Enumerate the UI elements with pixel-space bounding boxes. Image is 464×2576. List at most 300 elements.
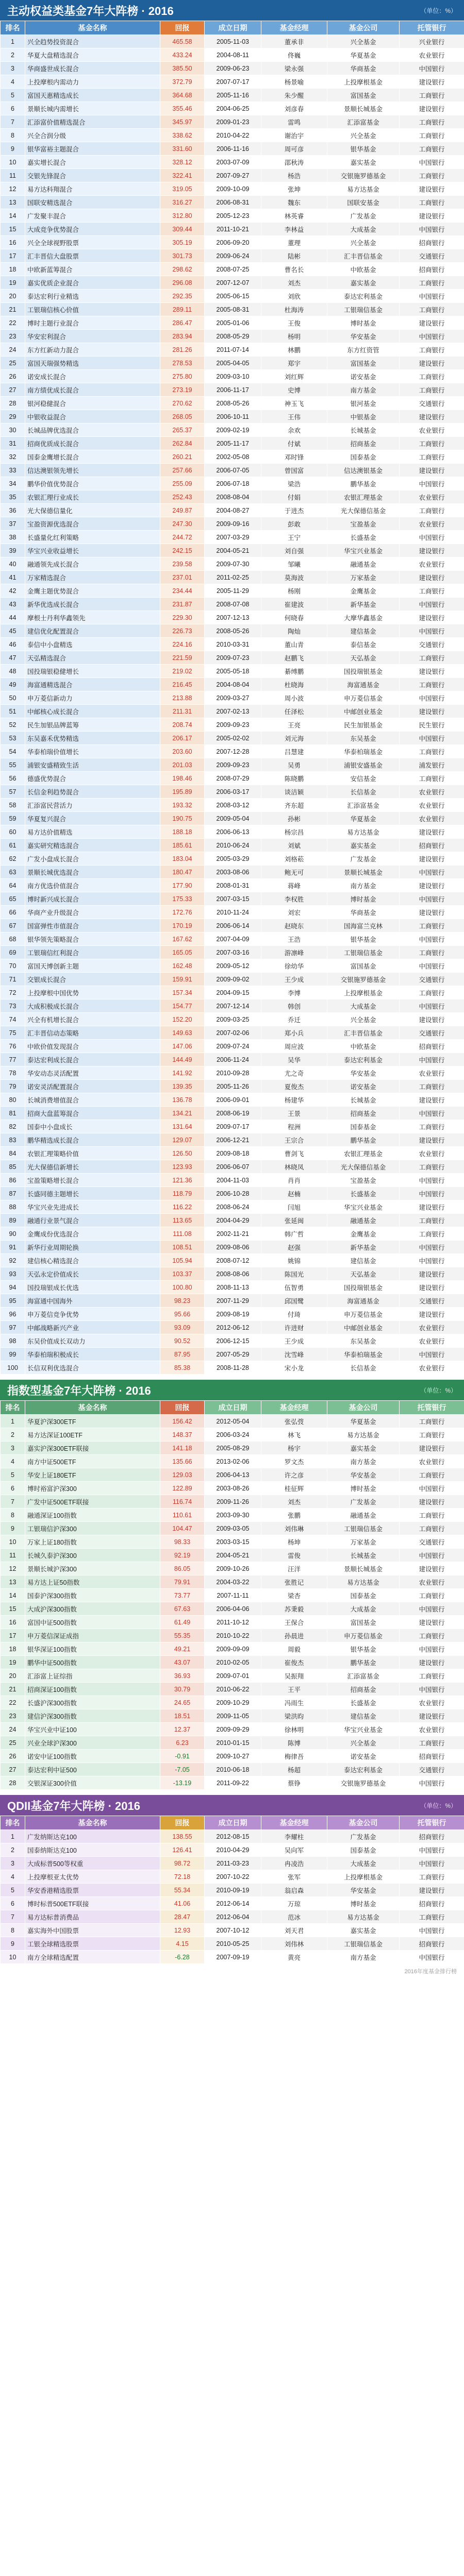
table-row xyxy=(1,464,464,477)
company-cell: 国泰基金 xyxy=(327,1120,400,1133)
custodian-cell: 农业银行 xyxy=(400,1361,464,1375)
rank-cell: 23 xyxy=(1,1709,25,1723)
inception-date-cell: 2010-06-24 xyxy=(205,839,261,852)
manager-cell: 吴向军 xyxy=(261,1843,327,1857)
manager-cell: 林晓凤 xyxy=(261,1160,327,1174)
rank-cell: 38 xyxy=(1,531,25,544)
rank-cell: 63 xyxy=(1,866,25,879)
rank-cell: 90 xyxy=(1,1227,25,1241)
inception-date-cell: 2007-07-17 xyxy=(205,75,261,89)
inception-date-cell: 2008-08-04 xyxy=(205,490,261,504)
custodian-cell: 工商银行 xyxy=(400,142,464,156)
company-cell: 长信基金 xyxy=(327,1361,400,1375)
custodian-cell: 工商银行 xyxy=(400,1428,464,1442)
inception-date-cell: 2008-05-26 xyxy=(205,397,261,410)
return-cell: 433.24 xyxy=(160,48,205,62)
manager-cell: 许进财 xyxy=(261,1321,327,1334)
column-header: 排名 xyxy=(1,1401,25,1415)
table-row xyxy=(1,1683,464,1696)
company-cell: 浦银安盛基金 xyxy=(327,758,400,772)
company-cell: 工银瑞信基金 xyxy=(327,1522,400,1535)
table-row xyxy=(1,598,464,611)
inception-date-cell: 2006-09-01 xyxy=(205,1093,261,1107)
custodian-cell: 兴业银行 xyxy=(400,35,464,48)
fund-name-cell: 工银全球精选股票 xyxy=(25,1937,160,1951)
manager-cell: 杨景喻 xyxy=(261,75,327,89)
return-cell: 79.91 xyxy=(160,1575,205,1589)
company-cell: 万家基金 xyxy=(327,1535,400,1549)
custodian-cell: 交通银行 xyxy=(400,249,464,263)
table-row xyxy=(1,785,464,799)
fund-name-cell: 华夏复兴混合 xyxy=(25,812,160,825)
table-row xyxy=(1,156,464,169)
manager-cell: 罗文杰 xyxy=(261,1455,327,1468)
table-row xyxy=(1,410,464,423)
inception-date-cell: 2006-04-06 xyxy=(205,1602,261,1616)
custodian-cell: 中国银行 xyxy=(400,624,464,638)
rank-cell: 4 xyxy=(1,75,25,89)
fund-name-cell: 汇添富民营活力 xyxy=(25,799,160,812)
rank-cell: 18 xyxy=(1,263,25,276)
inception-date-cell: 2005-08-29 xyxy=(205,1442,261,1455)
table-row xyxy=(1,1602,464,1616)
manager-cell: 邓时锋 xyxy=(261,450,327,464)
return-cell: 170.19 xyxy=(160,919,205,933)
rank-cell: 94 xyxy=(1,1281,25,1294)
company-cell: 建信基金 xyxy=(327,1254,400,1267)
return-cell: 36.93 xyxy=(160,1669,205,1683)
table-row xyxy=(1,102,464,115)
company-cell: 建信基金 xyxy=(327,624,400,638)
fund-name-cell: 融通深证100指数 xyxy=(25,1509,160,1522)
custodian-cell: 工商银行 xyxy=(400,343,464,357)
inception-date-cell: 2005-03-29 xyxy=(205,852,261,866)
inception-date-cell: 2009-09-02 xyxy=(205,973,261,986)
fund-name-cell: 长信双利优选混合 xyxy=(25,1361,160,1375)
inception-date-cell: 2008-07-08 xyxy=(205,598,261,611)
inception-date-cell: 2005-11-03 xyxy=(205,35,261,48)
table-row xyxy=(1,973,464,986)
rank-cell: 8 xyxy=(1,129,25,142)
manager-cell: 杜晓海 xyxy=(261,678,327,691)
inception-date-cell: 2005-12-23 xyxy=(205,209,261,223)
inception-date-cell: 2008-07-25 xyxy=(205,263,261,276)
inception-date-cell: 2005-11-26 xyxy=(205,1080,261,1093)
company-cell: 中银基金 xyxy=(327,410,400,423)
table-row xyxy=(1,490,464,504)
custodian-cell: 建设银行 xyxy=(400,852,464,866)
return-cell: 249.87 xyxy=(160,504,205,517)
rank-cell: 84 xyxy=(1,1147,25,1160)
company-cell: 申万菱信基金 xyxy=(327,1308,400,1321)
rank-cell: 78 xyxy=(1,1066,25,1080)
rank-cell: 14 xyxy=(1,209,25,223)
return-cell: 147.06 xyxy=(160,1040,205,1053)
return-cell: 18.51 xyxy=(160,1709,205,1723)
manager-cell: 刘杰 xyxy=(261,276,327,290)
inception-date-cell: 2010-01-15 xyxy=(205,1736,261,1750)
return-cell: 289.11 xyxy=(160,303,205,316)
manager-cell: 鲍无可 xyxy=(261,866,327,879)
manager-cell: 神玉飞 xyxy=(261,397,327,410)
company-cell: 东吴基金 xyxy=(327,1334,400,1348)
inception-date-cell: 2006-10-11 xyxy=(205,410,261,423)
custodian-cell: 交通银行 xyxy=(400,1535,464,1549)
rank-cell: 93 xyxy=(1,1267,25,1281)
fund-name-cell: 华安上证180ETF xyxy=(25,1468,160,1482)
rank-cell: 9 xyxy=(1,1937,25,1951)
return-cell: 167.62 xyxy=(160,933,205,946)
fund-name-cell: 南方全球精选配置 xyxy=(25,1951,160,1964)
section-title: 主动权益类基金7年大阵榜 · 2016 xyxy=(7,4,174,18)
inception-date-cell: 2004-08-04 xyxy=(205,678,261,691)
company-cell: 汇添富基金 xyxy=(327,115,400,129)
company-cell: 融通基金 xyxy=(327,557,400,571)
manager-cell: 刘格菘 xyxy=(261,852,327,866)
return-cell: 278.53 xyxy=(160,357,205,370)
return-cell: 328.12 xyxy=(160,156,205,169)
table-row xyxy=(1,1723,464,1736)
table-row xyxy=(1,1321,464,1334)
manager-cell: 徐幼华 xyxy=(261,959,327,973)
company-cell: 南方基金 xyxy=(327,879,400,892)
return-cell: 111.08 xyxy=(160,1227,205,1241)
manager-cell: 陶灿 xyxy=(261,624,327,638)
table-row xyxy=(1,544,464,557)
fund-name-cell: 上投摩根中国优势 xyxy=(25,986,160,999)
custodian-cell: 建设银行 xyxy=(400,906,464,919)
custodian-cell: 工商银行 xyxy=(400,89,464,102)
rank-cell: 30 xyxy=(1,423,25,437)
table-row xyxy=(1,196,464,209)
manager-cell: 夏俊杰 xyxy=(261,1080,327,1093)
fund-name-cell: 中银收益混合 xyxy=(25,410,160,423)
rank-cell: 72 xyxy=(1,986,25,999)
rank-cell: 69 xyxy=(1,946,25,959)
company-cell: 鹏华基金 xyxy=(327,1656,400,1669)
fund-name-cell: 博时主题行业混合 xyxy=(25,316,160,330)
manager-cell: 冯雨生 xyxy=(261,1696,327,1709)
fund-name-cell: 易方达科翔混合 xyxy=(25,182,160,196)
spacer xyxy=(0,1375,464,1380)
company-cell: 大成基金 xyxy=(327,1602,400,1616)
manager-cell: 曹名长 xyxy=(261,263,327,276)
manager-cell: 林英睿 xyxy=(261,209,327,223)
table-row xyxy=(1,946,464,959)
company-cell: 泰信基金 xyxy=(327,638,400,651)
rank-cell: 13 xyxy=(1,1575,25,1589)
rank-cell: 35 xyxy=(1,490,25,504)
fund-name-cell: 中欧价值发现混合 xyxy=(25,1040,160,1053)
manager-cell: 李林益 xyxy=(261,223,327,236)
manager-cell: 梁永强 xyxy=(261,62,327,75)
column-header: 回报 xyxy=(160,21,205,35)
inception-date-cell: 2009-09-23 xyxy=(205,718,261,732)
custodian-cell: 工商银行 xyxy=(400,1415,464,1428)
table-header-row xyxy=(1,1816,464,1830)
fund-name-cell: 东吴嘉禾优势精选 xyxy=(25,732,160,745)
company-cell: 天弘基金 xyxy=(327,651,400,665)
rank-cell: 3 xyxy=(1,1857,25,1870)
company-cell: 华安基金 xyxy=(327,1884,400,1897)
manager-cell: 万琼 xyxy=(261,1897,327,1910)
rank-cell: 16 xyxy=(1,236,25,249)
company-cell: 交银施罗德基金 xyxy=(327,973,400,986)
rank-cell: 52 xyxy=(1,718,25,732)
return-cell: 61.49 xyxy=(160,1616,205,1629)
custodian-cell: 中国银行 xyxy=(400,933,464,946)
company-cell: 工银瑞信基金 xyxy=(327,1937,400,1951)
custodian-cell: 交通银行 xyxy=(400,1026,464,1040)
rank-cell: 51 xyxy=(1,705,25,718)
custodian-cell: 建设银行 xyxy=(400,357,464,370)
manager-cell: 韩广哲 xyxy=(261,1227,327,1241)
table-row xyxy=(1,182,464,196)
table-row xyxy=(1,732,464,745)
inception-date-cell: 2008-07-12 xyxy=(205,1254,261,1267)
inception-date-cell: 2006-12-21 xyxy=(205,1133,261,1147)
manager-cell: 吴华 xyxy=(261,1053,327,1066)
inception-date-cell: 2009-07-24 xyxy=(205,1040,261,1053)
table-row xyxy=(1,1040,464,1053)
table-row xyxy=(1,1843,464,1857)
company-cell: 申万菱信基金 xyxy=(327,1629,400,1642)
custodian-cell: 中国银行 xyxy=(400,477,464,490)
rank-cell: 12 xyxy=(1,1562,25,1575)
rank-cell: 74 xyxy=(1,1013,25,1026)
return-cell: 372.79 xyxy=(160,75,205,89)
fund-name-cell: 嘉实海外中国股票 xyxy=(25,1924,160,1937)
column-header: 成立日期 xyxy=(205,1401,261,1415)
fund-name-cell: 易方达价值精选 xyxy=(25,825,160,839)
custodian-cell: 工商银行 xyxy=(400,169,464,182)
table-row xyxy=(1,1160,464,1174)
fund-name-cell: 汇添富上证综指 xyxy=(25,1669,160,1683)
rank-cell: 6 xyxy=(1,102,25,115)
return-cell: 312.80 xyxy=(160,209,205,223)
custodian-cell: 工商银行 xyxy=(400,1120,464,1133)
company-cell: 诺安基金 xyxy=(327,370,400,383)
fund-name-cell: 嘉实研究精选混合 xyxy=(25,839,160,852)
return-cell: 131.64 xyxy=(160,1120,205,1133)
return-cell: 72.18 xyxy=(160,1870,205,1884)
return-cell: 154.77 xyxy=(160,999,205,1013)
manager-cell: 邹曦 xyxy=(261,557,327,571)
fund-name-cell: 华安香港精选股票 xyxy=(25,1884,160,1897)
rank-cell: 14 xyxy=(1,1589,25,1602)
rank-cell: 58 xyxy=(1,799,25,812)
manager-cell: 莫海波 xyxy=(261,571,327,584)
inception-date-cell: 2012-06-14 xyxy=(205,1897,261,1910)
return-cell: 273.19 xyxy=(160,383,205,397)
table-row xyxy=(1,48,464,62)
manager-cell: 刘宏 xyxy=(261,906,327,919)
rank-cell: 19 xyxy=(1,276,25,290)
rank-cell: 27 xyxy=(1,1763,25,1776)
company-cell: 鹏华基金 xyxy=(327,477,400,490)
return-cell: 90.52 xyxy=(160,1334,205,1348)
rank-cell: 22 xyxy=(1,316,25,330)
fund-name-cell: 长信金利趋势混合 xyxy=(25,785,160,799)
manager-cell: 谢治宇 xyxy=(261,129,327,142)
fund-name-cell: 南方绩优成长混合 xyxy=(25,383,160,397)
column-header: 托管银行 xyxy=(400,1816,464,1830)
return-cell: 260.21 xyxy=(160,450,205,464)
manager-cell: 刘欣 xyxy=(261,290,327,303)
fund-name-cell: 银华领先策略混合 xyxy=(25,933,160,946)
manager-cell: 张鹏 xyxy=(261,1509,327,1522)
manager-cell: 陈国光 xyxy=(261,1267,327,1281)
table-row xyxy=(1,1897,464,1910)
fund-name-cell: 诺安灵活配置混合 xyxy=(25,1080,160,1093)
company-cell: 景顺长城基金 xyxy=(327,102,400,115)
company-cell: 广发基金 xyxy=(327,852,400,866)
rank-cell: 17 xyxy=(1,1629,25,1642)
table-row xyxy=(1,1951,464,1964)
inception-date-cell: 2005-05-18 xyxy=(205,665,261,678)
table-row xyxy=(1,812,464,825)
manager-cell: 游凛峰 xyxy=(261,946,327,959)
inception-date-cell: 2010-04-22 xyxy=(205,129,261,142)
rank-cell: 3 xyxy=(1,62,25,75)
manager-cell: 王伟 xyxy=(261,410,327,423)
company-cell: 嘉实基金 xyxy=(327,156,400,169)
inception-date-cell: 2009-09-16 xyxy=(205,517,261,531)
rank-cell: 45 xyxy=(1,624,25,638)
rank-cell: 24 xyxy=(1,343,25,357)
fund-name-cell: 大成标普500等权重 xyxy=(25,1857,160,1870)
table-row xyxy=(1,611,464,624)
company-cell: 景顺长城基金 xyxy=(327,1562,400,1575)
inception-date-cell: 2004-06-25 xyxy=(205,102,261,115)
rank-cell: 67 xyxy=(1,919,25,933)
inception-date-cell: 2010-02-05 xyxy=(205,1656,261,1669)
custodian-cell: 招商银行 xyxy=(400,236,464,249)
fund-name-cell: 博时标普500ETF联接 xyxy=(25,1897,160,1910)
table-row xyxy=(1,263,464,276)
company-cell: 华安基金 xyxy=(327,1066,400,1080)
manager-cell: 刘杰 xyxy=(261,1495,327,1509)
rank-cell: 11 xyxy=(1,169,25,182)
inception-date-cell: 2006-06-07 xyxy=(205,1160,261,1174)
custodian-cell: 工商银行 xyxy=(400,303,464,316)
company-cell: 南方基金 xyxy=(327,1455,400,1468)
fund-name-cell: 嘉实沪深300ETF联接 xyxy=(25,1442,160,1455)
company-cell: 诺安基金 xyxy=(327,1750,400,1763)
company-cell: 国投瑞银基金 xyxy=(327,665,400,678)
inception-date-cell: 2009-09-29 xyxy=(205,1723,261,1736)
rank-cell: 40 xyxy=(1,557,25,571)
manager-cell: 杨建华 xyxy=(261,1093,327,1107)
inception-date-cell: 2010-05-25 xyxy=(205,1937,261,1951)
return-cell: 144.49 xyxy=(160,1053,205,1066)
manager-cell: 雷鸣 xyxy=(261,115,327,129)
table-row xyxy=(1,624,464,638)
table-row xyxy=(1,290,464,303)
inception-date-cell: 2009-08-18 xyxy=(205,1147,261,1160)
return-cell: 283.94 xyxy=(160,330,205,343)
table-row xyxy=(1,691,464,705)
inception-date-cell: 2003-07-09 xyxy=(205,156,261,169)
inception-date-cell: 2005-08-31 xyxy=(205,303,261,316)
inception-date-cell: 2009-05-12 xyxy=(205,959,261,973)
return-cell: 286.47 xyxy=(160,316,205,330)
custodian-cell: 建设银行 xyxy=(400,1616,464,1629)
rank-cell: 9 xyxy=(1,1522,25,1535)
company-cell: 海富通基金 xyxy=(327,678,400,691)
inception-date-cell: 2008-08-06 xyxy=(205,1267,261,1281)
inception-date-cell: 2002-11-21 xyxy=(205,1227,261,1241)
table-row xyxy=(1,1884,464,1897)
fund-name-cell: 富国天瑞强势精选 xyxy=(25,357,160,370)
company-cell: 泰达宏利基金 xyxy=(327,290,400,303)
table-row xyxy=(1,1616,464,1629)
custodian-cell: 农业银行 xyxy=(400,1723,464,1736)
table-row xyxy=(1,1013,464,1026)
manager-cell: 王少成 xyxy=(261,1334,327,1348)
inception-date-cell: 2009-07-23 xyxy=(205,651,261,665)
inception-date-cell: 2003-03-15 xyxy=(205,1535,261,1549)
rank-cell: 5 xyxy=(1,1884,25,1897)
custodian-cell: 建设银行 xyxy=(400,1656,464,1669)
column-header: 基金名称 xyxy=(25,1816,160,1830)
inception-date-cell: 2007-02-06 xyxy=(205,1026,261,1040)
table-row xyxy=(1,1120,464,1133)
inception-date-cell: 2013-02-06 xyxy=(205,1455,261,1468)
fund-name-cell: 嘉实增长混合 xyxy=(25,156,160,169)
rank-cell: 5 xyxy=(1,1468,25,1482)
custodian-cell: 工商银行 xyxy=(400,1910,464,1924)
return-cell: 188.18 xyxy=(160,825,205,839)
custodian-cell: 建设银行 xyxy=(400,1495,464,1509)
fund-name-cell: 天弘精选混合 xyxy=(25,651,160,665)
custodian-cell: 中国银行 xyxy=(400,1776,464,1790)
return-cell: 156.42 xyxy=(160,1415,205,1428)
inception-date-cell: 2011-02-25 xyxy=(205,571,261,584)
return-cell: 110.61 xyxy=(160,1509,205,1522)
table-row xyxy=(1,1107,464,1120)
manager-cell: 梁杏 xyxy=(261,1589,327,1602)
rank-cell: 79 xyxy=(1,1080,25,1093)
company-cell: 鹏华基金 xyxy=(327,1133,400,1147)
inception-date-cell: 2004-11-03 xyxy=(205,1174,261,1187)
return-cell: 268.05 xyxy=(160,410,205,423)
table-row xyxy=(1,933,464,946)
table-row xyxy=(1,357,464,370)
company-cell: 银河基金 xyxy=(327,397,400,410)
fund-name-cell: 上投摩根内需动力 xyxy=(25,75,160,89)
manager-cell: 徐林明 xyxy=(261,1723,327,1736)
inception-date-cell: 2004-03-22 xyxy=(205,1575,261,1589)
table-row xyxy=(1,437,464,450)
fund-name-cell: 建信优化配置混合 xyxy=(25,624,160,638)
manager-cell: 冉凌浩 xyxy=(261,1857,327,1870)
fund-name-cell: 易方达深证100ETF xyxy=(25,1428,160,1442)
table-row xyxy=(1,383,464,397)
company-cell: 嘉实基金 xyxy=(327,276,400,290)
company-cell: 华宝兴业基金 xyxy=(327,544,400,557)
custodian-cell: 工商银行 xyxy=(400,437,464,450)
company-cell: 富国基金 xyxy=(327,89,400,102)
table-row xyxy=(1,1736,464,1750)
fund-name-cell: 广发纳斯达克100 xyxy=(25,1830,160,1843)
return-cell: 177.90 xyxy=(160,879,205,892)
custodian-cell: 交通银行 xyxy=(400,638,464,651)
manager-cell: 姚锦 xyxy=(261,1254,327,1267)
table-row xyxy=(1,959,464,973)
rank-cell: 22 xyxy=(1,1696,25,1709)
return-cell: 108.51 xyxy=(160,1241,205,1254)
